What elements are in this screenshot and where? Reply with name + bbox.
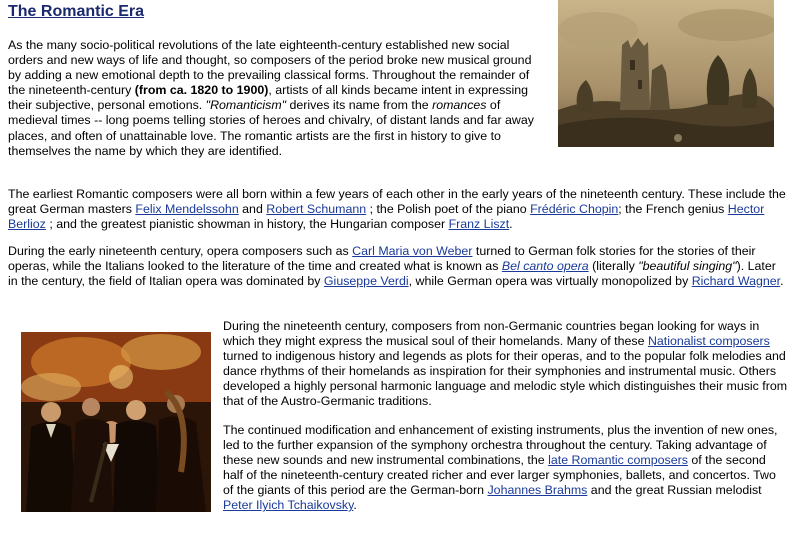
- early-text-4: ; the French genius: [618, 202, 728, 217]
- orchestra-painting-image: [21, 332, 211, 512]
- link-late-romantic-composers[interactable]: late Romantic composers: [548, 453, 688, 468]
- intro-text-4: of medieval times -- long poems telling stories of heroes and chivalry, of distant lands and far away places, and often of unattainable love. The romantic artists are the first in history to give to themselves the name by which they are identified.: [8, 98, 534, 158]
- orchestra-text-1: The continued modification and enhancement of existing instruments, plus the invention of new ones, led to the further expansion of the symphony orchestra throughout the century. Taking advantage of these new sounds and new instrumental combinations, the: [223, 423, 778, 468]
- nationalist-text-1: During the nineteenth century, composers from non-Germanic countries began looking for ways in which they might express the musical soul of their homelands. Many of these: [223, 319, 760, 349]
- link-franz-liszt[interactable]: Franz Liszt: [448, 217, 510, 232]
- link-giuseppe-verdi[interactable]: Giuseppe Verdi: [323, 274, 409, 289]
- intro-text-1: As the many socio-political revolutions of the late eighteenth-century established new social orders and new ways of life and thought, so composers of the period broke new musical ground by adding a new emotional depth to the prevailing classical forms. Throughout the remainder of the nineteenth-century: [8, 38, 532, 98]
- ruins-painting-image: [558, 0, 774, 147]
- opera-text-4: ). Later in the century, the field of Italian opera was dominated by: [8, 259, 776, 289]
- orchestra-text-2: of the second half of the nineteenth-century created richer and ever larger symphonies, ballets, and concertos. Two of the giants of this period are the German-born: [223, 453, 776, 498]
- page-title: The Romantic Era: [8, 3, 145, 20]
- intro-text-3: derives its name from the: [286, 98, 433, 113]
- link-felix-mendelssohn[interactable]: Felix Mendelssohn: [135, 202, 239, 217]
- early-text-6: .: [509, 217, 513, 232]
- early-text-5: ; and the greatest pianistic showman in history, the Hungarian composer: [45, 217, 449, 232]
- link-hector-berlioz[interactable]: Hector Berlioz: [8, 202, 765, 232]
- orchestra-text-3: and the great Russian melodist: [587, 483, 762, 498]
- romances-term: romances: [432, 98, 487, 113]
- link-frederic-chopin[interactable]: Frédéric Chopin: [530, 202, 619, 217]
- opera-text-1: During the early nineteenth century, opera composers such as: [8, 244, 353, 258]
- opera-text-6: .: [780, 274, 784, 289]
- opera-paragraph: [8, 244, 788, 289]
- link-bel-canto-opera[interactable]: [502, 259, 589, 273]
- orchestra-text-4: .: [353, 498, 357, 513]
- early-composers-paragraph: [8, 187, 788, 232]
- opera-text-5: , while German opera was virtually monopolized by: [408, 274, 692, 289]
- link-johannes-brahms[interactable]: Johannes Brahms: [487, 483, 588, 498]
- link-richard-wagner[interactable]: Richard Wagner: [691, 274, 781, 289]
- opera-text-3: (literally: [588, 259, 639, 274]
- early-text-1: The earliest Romantic composers were all born within a few years of each other in the early years of the nineteenth century. These include the great German masters: [8, 187, 786, 217]
- nationalist-paragraph: [223, 319, 789, 410]
- intro-paragraph: [8, 38, 546, 159]
- link-robert-schumann[interactable]: Robert Schumann: [266, 202, 367, 217]
- bel-canto-label: Bel canto opera: [501, 259, 589, 274]
- orchestra-paragraph: [223, 423, 789, 514]
- link-nationalist-composers[interactable]: Nationalist composers: [647, 334, 770, 349]
- early-text-3: ; the Polish poet of the piano: [366, 202, 531, 217]
- link-peter-ilyich-tchaikovsky[interactable]: Peter Ilyich Tchaikovsky: [223, 498, 354, 513]
- intro-text-2: , artists of all kinds became intent in expressing their subjective, personal emotions.: [8, 83, 529, 113]
- link-carl-maria-von-weber[interactable]: Carl Maria von Weber: [352, 244, 473, 258]
- era-dates: (from ca. 1820 to 1900): [134, 83, 269, 98]
- opera-text-2: turned to German folk stories for the stories of their operas, while the Italians looked to the literature of the time and created what is known as: [8, 244, 756, 274]
- early-text-2: and: [238, 202, 267, 217]
- beautiful-singing-term: "beautiful singing": [638, 259, 737, 274]
- nationalist-text-2: turned to indigenous history and legends as plots for their operas, and to the popular folk melodies and dance rhythms of their homelands as inspiration for their symphonies and instrumental music. Others developed a highly personal harmonic language and melodic style which distinguishes their music from that of the Austro-Germanic traditions.: [223, 349, 788, 409]
- romanticism-term: "Romanticism": [205, 98, 287, 113]
